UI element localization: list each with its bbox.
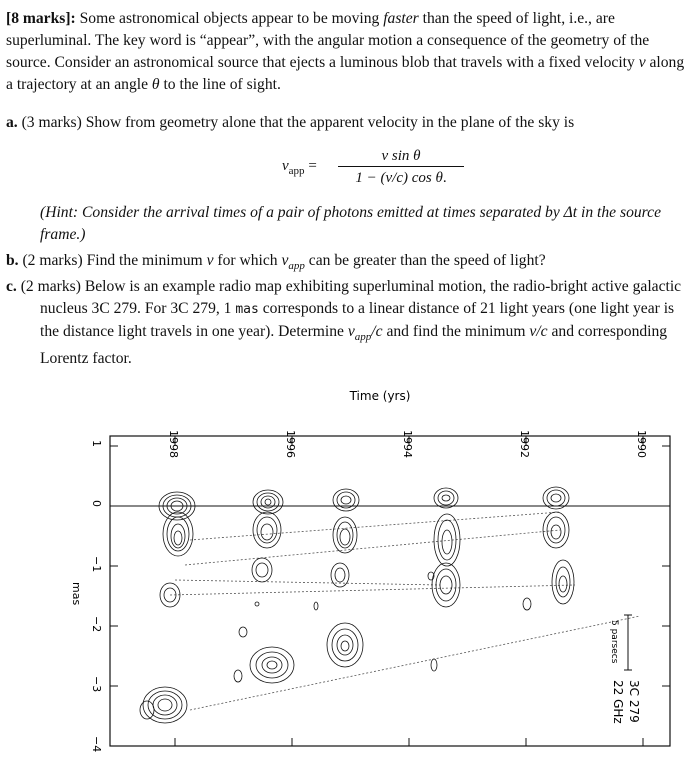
- mas-axis-label: mas: [70, 582, 83, 606]
- problem-intro: [8 marks]: Some astronomical objects appear to be moving faster than the speed of light, i.e., are superluminal. The key word is “appear”, with the angular motion a consequence of the geometry of the source. Consider an astronomical source that ejects a luminous blob that travels with a fixed velocity v along a trajectory at an angle θ to the line of sight.: [6, 10, 685, 93]
- plot-frame: [110, 436, 670, 746]
- part-b-question: b. (2 marks) Find the minimum v for which $v_{app}$ can be greater than the speed of light?: [6, 252, 546, 273]
- time-tick-label: 1996: [284, 430, 297, 458]
- time-tick-label: 1994: [401, 430, 414, 458]
- mas-tick-label: −2: [90, 616, 103, 633]
- part-a-hint: (Hint: Consider the arrival times of a pair of photons emitted at times separated by Δt in the source frame.): [40, 204, 662, 243]
- source-name: 3C 279: [627, 680, 641, 723]
- mas-tick-label: −1: [90, 556, 103, 573]
- scale-bar: [624, 615, 632, 670]
- time-tick-label: 1992: [518, 430, 531, 458]
- time-tick-label: 1990: [635, 430, 648, 458]
- marks-label: [8 marks]:: [6, 10, 76, 27]
- frequency-label: 22 GHz: [611, 680, 625, 724]
- contour-blobs: [140, 487, 574, 723]
- mas-tick-label: −4: [90, 736, 103, 753]
- part-a-question: a. (3 marks) Show from geometry alone that the apparent velocity in the plane of the sky is: [6, 114, 575, 131]
- radio-map-plot: [0, 380, 689, 773]
- radio-map-figure: [0, 380, 689, 773]
- part-c-question: c. (2 marks) Below is an example radio map exhibiting superluminal motion, the radio-bright active galactic nucleus 3C 279. For 3C 279, 1 mas corresponds to a linear distance of 21 light years (one light year is the distance light travels in one year). Determine $v_{app}/c$ and find the minimum v/c and corresponding Lorentz factor.: [6, 278, 682, 368]
- scale-label: 5 parsecs: [609, 620, 619, 664]
- time-axis-label: Time (yrs): [349, 389, 411, 403]
- mas-tick-label: 1: [90, 440, 103, 447]
- mas-tick-label: −3: [90, 676, 103, 693]
- mas-tick-label: 0: [90, 500, 103, 507]
- apparent-velocity-equation: $v_{app}$ = v sin θ 1 − (v/c) cos θ.: [0, 146, 689, 190]
- time-tick-label: 1998: [167, 430, 180, 458]
